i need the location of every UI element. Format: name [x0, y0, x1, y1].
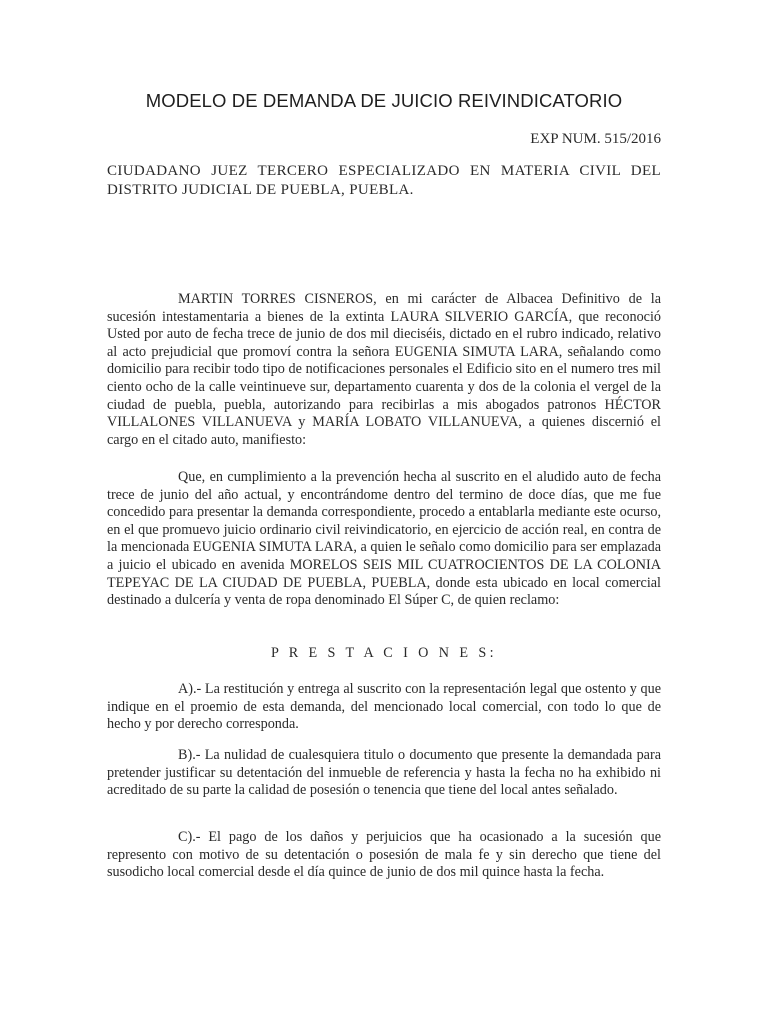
document-title: MODELO DE DEMANDA DE JUICIO REIVINDICATORIO — [145, 90, 623, 111]
case-number: EXP NUM. 515/2016 — [530, 131, 661, 147]
claim-item-b: B).- La nulidad de cualesquiera titulo o documento que presente la demandada para pretender justificar su detentación del inmueble de referencia y hasta la fecha no ha exhibido ni acreditado de su parte la calidad de posesión o tenencia que tiene del local antes señalado. — [107, 747, 661, 799]
intro-paragraph: MARTIN TORRES CISNEROS, en mi carácter de Albacea Definitivo de la sucesión intestamentaria a bienes de la extinta LAURA SILVERIO GARCÍA, que reconoció Usted por auto de fecha trece de junio de dos mil dieciséis, dictado en el rubro indicado, relativo al acto prejudicial que promoví contra la señora EUGENIA SIMUTA LARA, señalando como domicilio para recibir todo tipo de notificaciones personales el Edificio sito en el numero tres mil ciento ocho de la calle veintinueve sur, departamento cuarenta y dos de la colonia el vergel de la ciudad de puebla, puebla, autorizando para recibirlas a mis abogados patronos HÉCTOR VILLALONES VILLANUEVA y MARÍA LOBATO VILLANUEVA, a quienes discernió el cargo en el citado auto, manifiesto: — [107, 291, 661, 448]
claim-item-c: C).- El pago de los daños y perjuicios que ha ocasionado a la sucesión que represento con motivo de su detentación o posesión de mala fe y sin derecho que tiene del susodicho local comercial desde el día quince de junio de dos mil quince hasta la fecha. — [107, 829, 661, 881]
claim-item-a: A).- La restitución y entrega al suscrito con la representación legal que ostento y que indique en el proemio de esta demanda, del mencionado local comercial, con todo lo que de hecho y por derecho corresponda. — [107, 681, 661, 733]
claim-paragraph: Que, en cumplimiento a la prevención hecha al suscrito en el aludido auto de fecha trece de junio del año actual, y encontrándome dentro del termino de doce días, que me fue concedido para presentar la demanda correspondiente, procedo a entablarla mediante este ocurso, en el que promuevo juicio ordinario civil reivindicatorio, en ejercicio de acción real, en contra de la mencionada EUGENIA SIMUTA LARA, a quien le señalo como domicilio para ser emplazada a juicio el ubicado en avenida MORELOS SEIS MIL CUATROCIENTOS DE LA COLONIA TEPEYAC DE LA CIUDAD DE PUEBLA, PUEBLA, donde esta ubicado en local comercial destinado a dulcería y venta de ropa denominado El Súper C, de quien reclamo: — [107, 469, 661, 609]
addressee: CIUDADANO JUEZ TERCERO ESPECIALIZADO EN MATERIA CIVIL DEL DISTRITO JUDICIAL DE PUEBLA, PUEBLA. — [107, 163, 661, 198]
section-heading-prestaciones: P R E S T A C I O N E S: — [270, 645, 497, 661]
